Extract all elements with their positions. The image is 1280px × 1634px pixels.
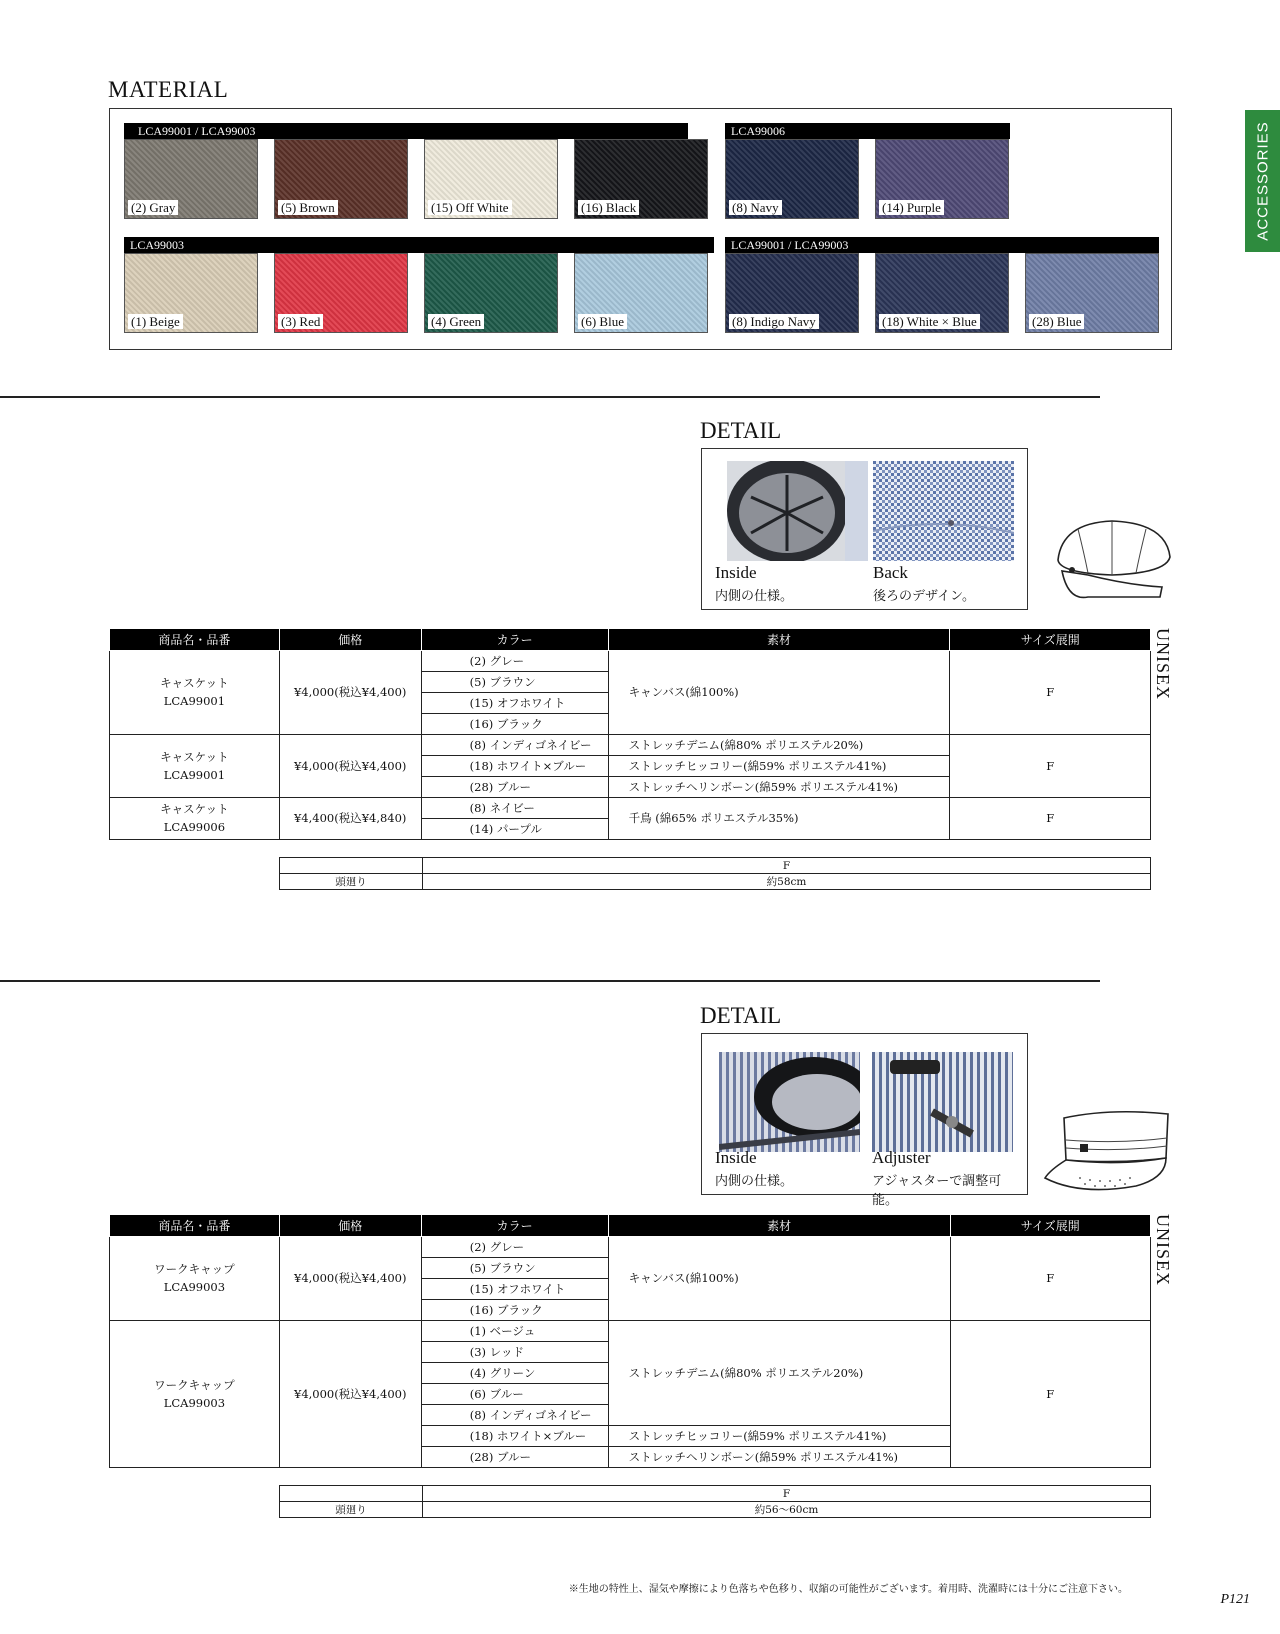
swatch [424, 139, 558, 219]
col-header: 商品名・品番 [110, 1215, 280, 1236]
swatch-caption: (14) Purple [879, 200, 944, 215]
material-cell: ストレッチデニム(綿80% ポリエステル20%) [608, 734, 950, 755]
back-photo [873, 461, 1014, 561]
material-swatch-panel [109, 108, 1172, 350]
col-header: 素材 [608, 1215, 950, 1236]
color-cell: (8) インディゴネイビー [421, 1404, 608, 1425]
spec-table [109, 629, 1151, 840]
col-header: サイズ展開 [950, 629, 1151, 650]
material-cell: ストレッチデニム(綿80% ポリエステル20%) [608, 1320, 950, 1425]
product-cell [110, 650, 280, 734]
size-cell: F [950, 1320, 1150, 1467]
material-cell: キャンバス(綿100%) [608, 1236, 950, 1320]
material-cell: ストレッチヒッコリー(綿59% ポリエステル41%) [608, 1425, 950, 1446]
swatch-caption: (6) Blue [578, 314, 627, 329]
detail-photo-box [701, 1033, 1028, 1208]
swatch [875, 139, 1009, 219]
color-cell: (8) ネイビー [421, 797, 608, 818]
material-cell: ストレッチヒッコリー(綿59% ポリエステル41%) [608, 755, 950, 776]
col-header: 素材 [608, 629, 950, 650]
adjuster-photo [872, 1052, 1013, 1152]
size-label: 頭廻り [280, 1502, 423, 1518]
section-divider [0, 396, 1100, 398]
size-table [279, 1485, 1151, 1518]
col-header: 価格 [279, 1215, 421, 1236]
swatch-caption: (28) Blue [1029, 314, 1084, 329]
color-cell: (15) オフホワイト [421, 692, 608, 713]
product-cell [110, 734, 280, 797]
swatch-caption: (18) White × Blue [879, 314, 980, 329]
color-cell: (15) オフホワイト [421, 1278, 608, 1299]
material-cell: 千鳥 (綿65% ポリエステル35%) [608, 797, 950, 839]
swatch-caption: (1) Beige [128, 314, 183, 329]
color-cell: (3) レッド [421, 1341, 608, 1362]
color-cell: (2) グレー [421, 1236, 608, 1257]
color-cell: (28) ブルー [421, 776, 608, 797]
swatch-caption: (4) Green [428, 314, 484, 329]
swatch [574, 139, 708, 219]
swatch-group-label: LCA99001 / LCA99003 [124, 123, 688, 139]
unisex-label: UNISEX [1153, 1214, 1173, 1286]
size-header: F [423, 1486, 1151, 1502]
price-cell: ¥4,400(税込¥4,840) [279, 797, 421, 839]
col-header: カラー [421, 1215, 608, 1236]
photo-caption-en: Inside [715, 1148, 757, 1167]
swatch [124, 139, 258, 219]
col-header: 商品名・品番 [110, 629, 280, 650]
swatch [725, 139, 859, 219]
swatch-group [725, 123, 1010, 229]
swatch-group [725, 237, 1159, 343]
color-cell: (6) ブルー [421, 1383, 608, 1404]
photo-caption-en: Back [873, 563, 908, 582]
inside-photo [719, 1052, 860, 1152]
price-cell: ¥4,000(税込¥4,400) [279, 650, 421, 734]
casquette-illustration [1048, 515, 1176, 609]
accessories-tab [1245, 110, 1280, 252]
size-header: F [423, 858, 1151, 874]
detail-title: DETAIL [700, 418, 782, 443]
color-cell: (5) ブラウン [421, 671, 608, 692]
accessories-tab-label: ACCESSORIES [1254, 121, 1271, 241]
color-cell: (8) インディゴネイビー [421, 734, 608, 755]
swatch [574, 253, 708, 333]
product-code: LCA99003 [163, 1280, 226, 1294]
photo-caption-ja: 内側の仕様。 [715, 1174, 794, 1189]
photo-caption-en: Inside [715, 563, 757, 582]
inside-photo [727, 461, 868, 561]
color-cell: (4) グリーン [421, 1362, 608, 1383]
swatch [274, 253, 408, 333]
product-cell [110, 1320, 280, 1467]
swatch-caption: (2) Gray [128, 200, 178, 215]
size-table-corner [280, 1486, 423, 1502]
swatch-caption: (3) Red [278, 314, 323, 329]
color-cell: (18) ホワイト×ブルー [421, 1425, 608, 1446]
swatch [424, 253, 558, 333]
color-cell: (18) ホワイト×ブルー [421, 755, 608, 776]
spec-table [109, 1215, 1151, 1468]
product-name: ワークキャップ [154, 1377, 235, 1392]
swatch-caption: (8) Navy [729, 200, 782, 215]
size-label: 頭廻り [280, 874, 423, 890]
photo-caption-en: Adjuster [872, 1148, 931, 1167]
swatch [1025, 253, 1159, 333]
color-cell: (1) ベージュ [421, 1320, 608, 1341]
size-value: 約56〜60cm [423, 1502, 1151, 1518]
material-cell: ストレッチヘリンボーン(綿59% ポリエステル41%) [608, 776, 950, 797]
material-title: MATERIAL [108, 77, 229, 102]
color-cell: (16) ブラック [421, 1299, 608, 1320]
price-cell: ¥4,000(税込¥4,400) [279, 734, 421, 797]
product-code: LCA99006 [163, 820, 226, 834]
size-value: 約58cm [423, 874, 1151, 890]
material-cell: ストレッチヘリンボーン(綿59% ポリエステル41%) [608, 1446, 950, 1467]
photo-caption-ja: 後ろのデザイン。 [873, 589, 976, 604]
material-cell: キャンバス(綿100%) [608, 650, 950, 734]
swatch-group-label: LCA99006 [725, 123, 1010, 139]
color-cell: (28) ブルー [421, 1446, 608, 1467]
product-name: キャスケット [160, 802, 229, 816]
col-header: サイズ展開 [950, 1215, 1150, 1236]
color-cell: (16) ブラック [421, 713, 608, 734]
swatch [875, 253, 1009, 333]
swatch [274, 139, 408, 219]
color-cell: (14) パープル [421, 818, 608, 839]
swatch [124, 253, 258, 333]
swatch-caption: (15) Off White [428, 200, 512, 215]
page-number: P121 [1220, 1592, 1250, 1607]
swatch-group [124, 123, 703, 229]
price-cell: ¥4,000(税込¥4,400) [279, 1320, 421, 1467]
product-code: LCA99001 [163, 767, 226, 782]
price-cell: ¥4,000(税込¥4,400) [279, 1236, 421, 1320]
detail-photo-box [701, 448, 1028, 610]
photo-caption-ja: アジャスターで調整可能。 [872, 1174, 1002, 1208]
product-name: キャスケット [160, 676, 229, 690]
size-cell: F [950, 650, 1151, 734]
color-cell: (2) グレー [421, 650, 608, 671]
care-footnote: ※生地の特性上、湿気や摩擦により色落ちや色移り、収縮の可能性がございます。着用時、洗濯時には十分にご注意下さい。 [568, 1584, 1128, 1595]
swatch-group-label: LCA99003 [124, 237, 714, 253]
col-header: カラー [421, 629, 608, 650]
work-cap-illustration [1040, 1100, 1175, 1204]
col-header: 価格 [279, 629, 421, 650]
product-code: LCA99003 [163, 1395, 226, 1410]
size-table [279, 857, 1151, 890]
size-cell: F [950, 797, 1151, 839]
swatch-caption: (8) Indigo Navy [729, 314, 819, 329]
product-name: キャスケット [160, 749, 229, 764]
swatch-caption: (5) Brown [278, 200, 338, 215]
swatch-group [124, 237, 714, 343]
product-cell [110, 1236, 280, 1320]
detail-title: DETAIL [700, 1003, 782, 1028]
section-divider [0, 980, 1100, 982]
product-cell [110, 797, 280, 839]
swatch [725, 253, 859, 333]
product-name: ワークキャップ [154, 1262, 235, 1276]
product-code: LCA99001 [163, 694, 226, 708]
unisex-label: UNISEX [1153, 628, 1173, 700]
size-cell: F [950, 734, 1151, 797]
size-cell: F [950, 1236, 1150, 1320]
size-table-corner [280, 858, 423, 874]
photo-caption-ja: 内側の仕様。 [715, 589, 794, 604]
swatch-group-label: LCA99001 / LCA99003 [725, 237, 1159, 253]
color-cell: (5) ブラウン [421, 1257, 608, 1278]
swatch-caption: (16) Black [578, 200, 639, 215]
